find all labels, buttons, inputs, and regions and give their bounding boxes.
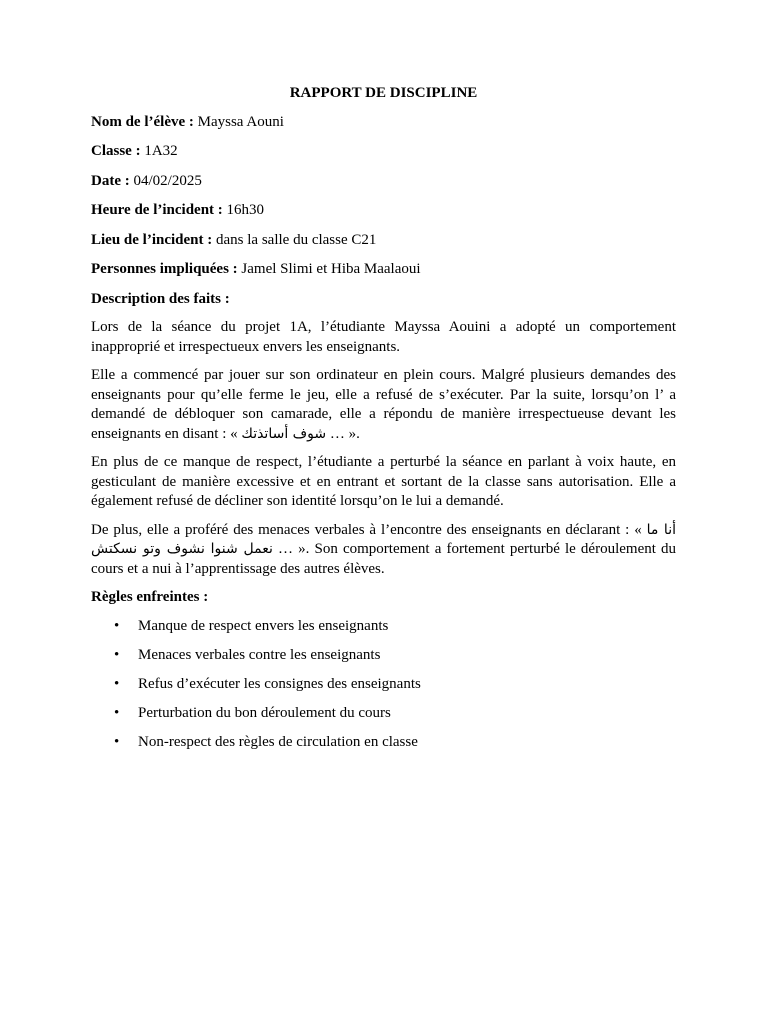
paragraph-text: Elle a commencé par jouer sur son ordinateur en plein cours. Malgré plusieurs demandes des enseignants pour qu’elle ferme le jeu, elle a refusé de s’exécuter. Par la suite, lorsqu’on l’ a demandé de débloquer son camarade, elle a répondu de manière irrespectueuse devant les enseignants en disant : « bbox=[91, 367, 676, 442]
description-paragraph-4 bbox=[91, 521, 676, 580]
rule-text: Non-respect des règles de circulation en classe bbox=[138, 733, 418, 750]
field-value: Jamel Slimi et Hiba Maalaoui bbox=[237, 261, 421, 277]
field-label: Date : bbox=[91, 172, 130, 189]
description-paragraph-3: En plus de ce manque de respect, l’étudiante a perturbé la séance en parlant à voix haute, en gesticulant de manière excessive et en entrant et sortant de la classe sans autorisation. Elle a également refusé de décliner son identité lorsqu’on le lui a demandé. bbox=[91, 454, 676, 509]
rule-text: Menaces verbales contre les enseignants bbox=[138, 646, 381, 663]
field-value: 04/02/2025 bbox=[129, 172, 202, 189]
field-label: Classe : bbox=[91, 143, 141, 159]
rules-heading: Règles enfreintes : bbox=[91, 589, 209, 605]
report-page bbox=[91, 84, 676, 762]
field-incident-location bbox=[91, 231, 676, 251]
arabic-quote: أنا ما نعمل شنوا نشوف وتو نسكتش bbox=[91, 521, 676, 557]
report-title: RAPPORT DE DISCIPLINE bbox=[289, 85, 478, 101]
field-label: Nom de l’élève : bbox=[91, 113, 194, 130]
field-value: 16h30 bbox=[222, 202, 265, 218]
paragraph-text: De plus, elle a proféré des menaces verbales à l’encontre des enseignants en déclarant : « bbox=[91, 521, 647, 538]
description-heading: Description des faits : bbox=[91, 290, 230, 307]
field-value: dans la salle du classe C21 bbox=[212, 231, 377, 248]
list-item bbox=[91, 675, 676, 695]
rule-text: Perturbation du bon déroulement du cours bbox=[138, 704, 391, 721]
field-date bbox=[91, 172, 676, 192]
field-label: Personnes impliquées : bbox=[91, 261, 238, 277]
field-value: Mayssa Aouni bbox=[193, 113, 284, 130]
field-class bbox=[91, 142, 676, 162]
rule-text: Manque de respect envers les enseignants bbox=[138, 617, 389, 634]
bullet-icon: • bbox=[114, 675, 120, 692]
field-label: Heure de l’incident : bbox=[91, 202, 223, 218]
description-paragraph-2 bbox=[91, 366, 676, 444]
description-paragraph-1: Lors de la séance du projet 1A, l’étudiante Mayssa Aouini a adopté un comportement inapproprié et irrespectueux envers les enseignants. bbox=[91, 319, 676, 355]
list-item bbox=[91, 704, 676, 724]
arabic-quote: شوف أساتذتك bbox=[241, 425, 327, 442]
bullet-icon: • bbox=[114, 733, 120, 750]
bullet-icon: • bbox=[114, 617, 120, 634]
list-item bbox=[91, 733, 676, 753]
rule-text: Refus d’exécuter les consignes des enseignants bbox=[138, 675, 421, 692]
list-item bbox=[91, 617, 676, 637]
rules-list bbox=[91, 617, 676, 753]
field-incident-time bbox=[91, 201, 676, 221]
list-item bbox=[91, 646, 676, 666]
field-people-involved bbox=[91, 260, 676, 280]
paragraph-text-end: … ». bbox=[326, 425, 360, 442]
bullet-icon: • bbox=[114, 646, 120, 663]
field-student-name bbox=[91, 113, 676, 133]
field-value: 1A32 bbox=[140, 143, 178, 159]
bullet-icon: • bbox=[114, 704, 120, 721]
paragraph-text-end: … ». Son comportement a fortement perturbé le déroulement du cours et a nui à l’apprentissage des autres élèves. bbox=[91, 541, 677, 577]
field-label: Lieu de l’incident : bbox=[91, 231, 213, 248]
